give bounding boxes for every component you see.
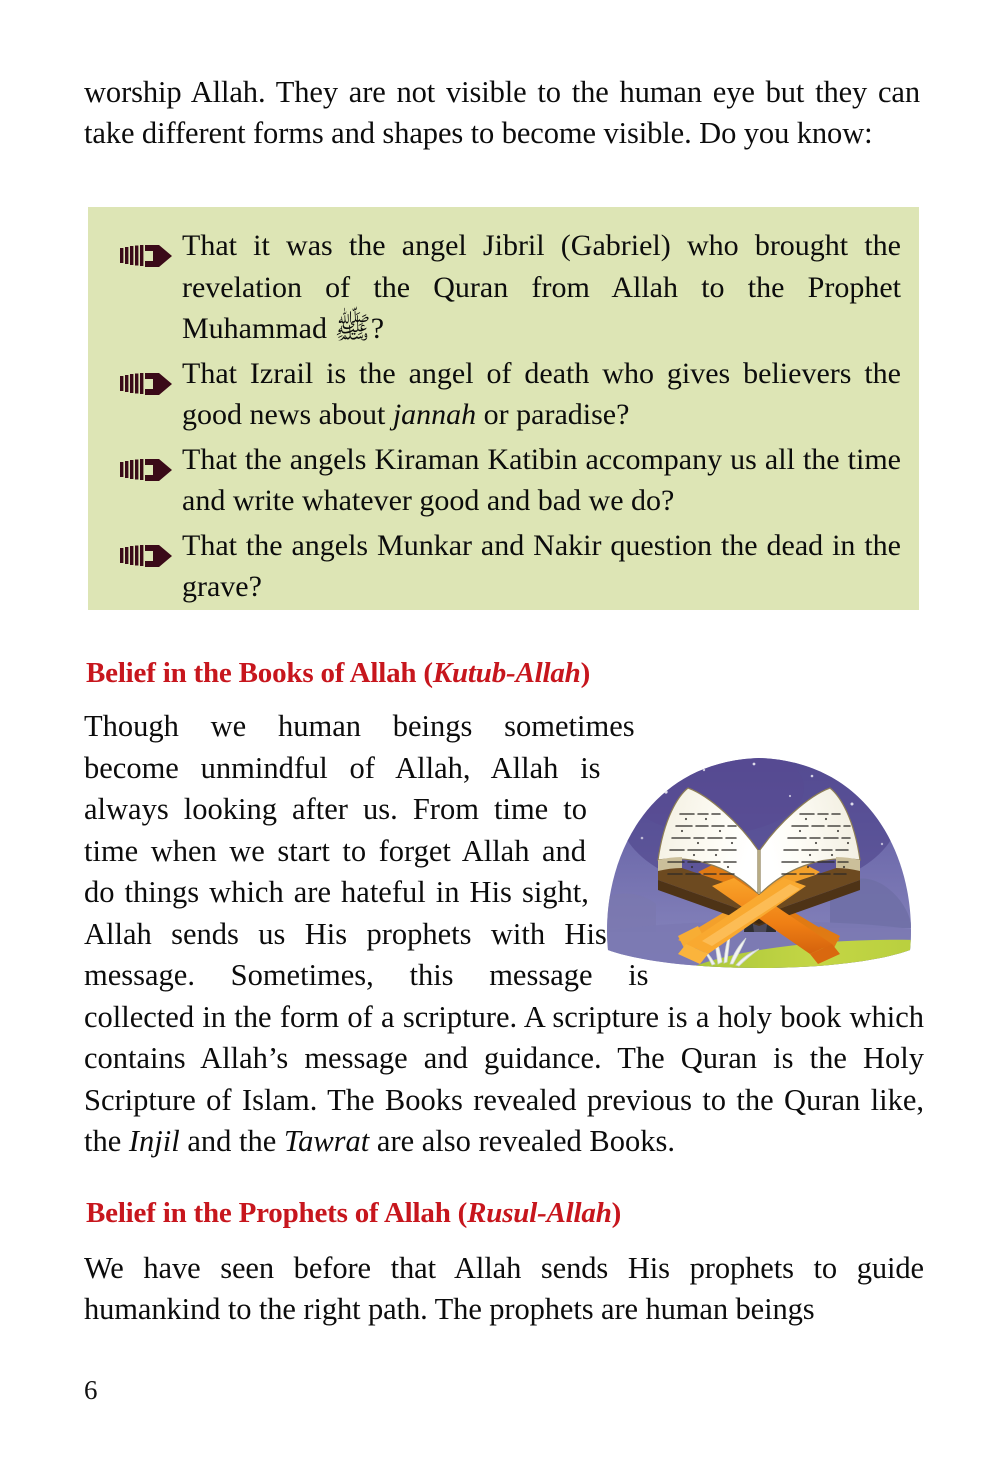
list-item-text-italic: jannah bbox=[392, 398, 477, 431]
books-paragraph-part1: Though we human beings sometimes become unmindful of Allah, Allah is always looking after us. From time to time when we start to forget Allah and do things which are hateful in His sight, Allah sends us His prophets with His message. Sometimes, this message is collected in the form of a scripture. A scripture is a holy book which contains Allah’s message and guidance. The Quran is the Holy Scripture of Islam. The Books revealed previous to the Quran like, the bbox=[84, 709, 924, 1158]
books-paragraph-end: are also revealed Books. bbox=[369, 1124, 676, 1158]
section-heading-books-italic: Kutub-Allah bbox=[432, 657, 581, 689]
striped-arrow-icon bbox=[120, 537, 172, 559]
did-you-know-callout-box bbox=[88, 207, 919, 610]
list-item-text: That the angels Munkar and Nakir question the dead in the grave? bbox=[182, 528, 901, 603]
section-heading-prophets bbox=[86, 1196, 926, 1230]
books-paragraph-tawrat: Tawrat bbox=[283, 1124, 370, 1158]
list-item-text-main: That it was the angel Jibril (Gabriel) who brought the revelation of the Quran from Allah to the Prophet Muhammad bbox=[182, 229, 901, 345]
striped-arrow-icon bbox=[120, 365, 172, 387]
intro-paragraph-block bbox=[84, 72, 920, 154]
list-item-text-tail: or paradise? bbox=[476, 398, 630, 431]
list-item-text: That the angels Kiraman Katibin accompany us all the time and write whatever good and bad we do? bbox=[182, 442, 901, 517]
striped-arrow-icon bbox=[120, 451, 172, 473]
books-paragraph-block bbox=[84, 706, 924, 1163]
section-heading-books-close: ) bbox=[580, 657, 591, 689]
books-paragraph-mid: and the bbox=[179, 1124, 284, 1158]
callout-list bbox=[106, 225, 901, 608]
open-quran-on-rehal-illustration bbox=[594, 718, 924, 986]
section-heading-books bbox=[86, 656, 926, 690]
prophets-paragraph-block bbox=[84, 1248, 924, 1330]
section-heading-prophets-italic: Rusul-Allah bbox=[467, 1197, 612, 1229]
section-heading-books-plain: Belief in the Books of Allah ( bbox=[86, 657, 433, 689]
list-item bbox=[106, 353, 901, 436]
section-heading-prophets-close: ) bbox=[611, 1197, 622, 1229]
list-item bbox=[106, 439, 901, 522]
prophets-paragraph: We have seen before that Allah sends His prophets to guide humankind to the right path. The prophets are human beings bbox=[84, 1251, 924, 1326]
page-number: 6 bbox=[84, 1375, 98, 1405]
list-item bbox=[106, 225, 901, 350]
sallallahu-alayhi-wasallam-glyph: ﷺ bbox=[334, 312, 371, 345]
intro-paragraph: worship Allah. They are not visible to the human eye but they can take different forms and shapes to become visible. Do you know: bbox=[84, 75, 920, 150]
list-item-text bbox=[182, 353, 901, 436]
list-item-text-main: That Izrail is the angel of death who gives believers the good news about bbox=[182, 356, 901, 431]
section-heading-prophets-plain: Belief in the Prophets of Allah ( bbox=[86, 1197, 468, 1229]
list-item-text bbox=[182, 225, 901, 350]
list-item bbox=[106, 525, 901, 608]
list-item-text-tail: ? bbox=[370, 312, 385, 345]
books-paragraph-injil: Injil bbox=[128, 1124, 180, 1158]
striped-arrow-icon bbox=[120, 237, 172, 259]
